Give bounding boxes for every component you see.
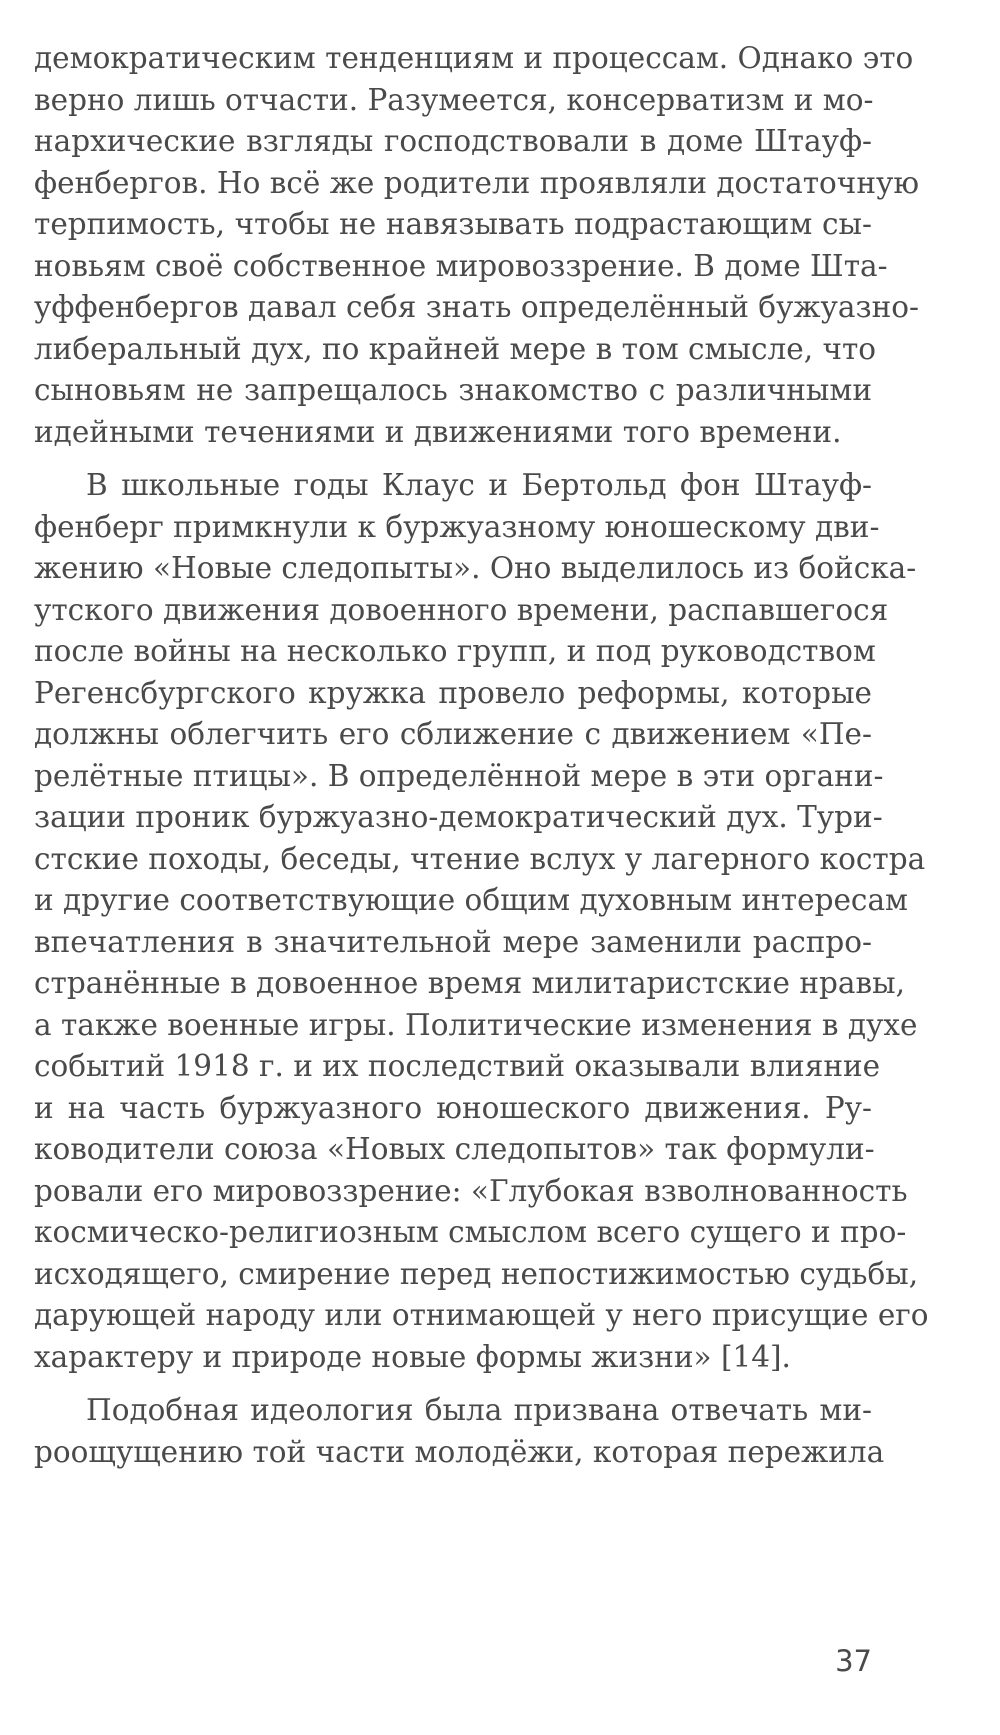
text-line: жению «Новые следопыты». Оно выделилось из бойска- bbox=[34, 551, 917, 585]
text-line: фенбергов. Но всё же родители проявляли достаточную bbox=[34, 165, 920, 200]
text-line: верно лишь отчасти. Разумеется, консерватизм и мо- bbox=[34, 82, 874, 117]
text-line: впечатления в значительной мере заменили распро- bbox=[34, 924, 872, 959]
text-line: событий 1918 г. и их последствий оказывали влияние bbox=[34, 1049, 881, 1083]
text-line: странённые в довоенное время милитаристские нравы, bbox=[34, 966, 905, 1000]
text-line: ководители союза «Новых следопытов» так формули- bbox=[34, 1132, 875, 1166]
text-line: стские походы, беседы, чтение вслух у лагерного костра bbox=[34, 841, 926, 876]
text-line: и другие соответствующие общим духовным интересам bbox=[34, 883, 908, 917]
text-line: Подобная идеология была призвана отвечать ми- bbox=[86, 1393, 872, 1427]
text-line: ровали его мировоззрение: «Глубокая взволнованность bbox=[34, 1173, 908, 1208]
text-line: идейными течениями и движениями того времени. bbox=[34, 414, 842, 449]
text-line: зации проник буржуазно-демократический дух. Тури- bbox=[34, 800, 883, 834]
paragraph-1 bbox=[34, 38, 920, 453]
text-line: утского движения довоенного времени, распавшегося bbox=[34, 592, 889, 627]
text-line: релётные птицы». В определённой мере в эти органи- bbox=[34, 758, 884, 793]
text-line: фенберг примкнули к буржуазному юношескому дви- bbox=[34, 509, 880, 544]
text-line: терпимость, чтобы не навязывать подрастающим сы- bbox=[34, 207, 872, 241]
paragraph-2 bbox=[34, 465, 929, 1378]
text-line: нархические взгляды господствовали в доме Штауф- bbox=[34, 124, 872, 158]
text-line: сыновьям не запрещалось знакомство с различными bbox=[34, 373, 872, 407]
page-number: 37 bbox=[835, 1644, 872, 1678]
text-line: после войны на несколько групп, и под руководством bbox=[34, 634, 876, 668]
text-line: характеру и природе новые формы жизни» [14]. bbox=[34, 1339, 791, 1374]
text-line: а также военные игры. Политические изменения в духе bbox=[34, 1007, 918, 1042]
text-line: либеральный дух, по крайней мере в том смысле, что bbox=[34, 331, 877, 366]
text-line: должны облегчить его сближение с движением «Пе- bbox=[34, 717, 872, 751]
text-line: роощущению той части молодёжи, которая пережила bbox=[34, 1434, 885, 1469]
text-line: В школьные годы Клаус и Бертольд фон Штауф- bbox=[86, 468, 872, 502]
text-line: и на часть буржуазного юношеского движения. Ру- bbox=[34, 1090, 872, 1125]
paragraph-3 bbox=[34, 1390, 885, 1473]
text-line: новьям своё собственное мировоззрение. В доме Шта- bbox=[34, 248, 888, 283]
page-body bbox=[34, 38, 929, 1473]
text-line: демократическим тенденциям и процессам. Однако это bbox=[34, 41, 914, 75]
text-line: Регенсбургского кружка провело реформы, которые bbox=[34, 675, 872, 710]
text-line: исходящего, смирение перед непостижимостью судьбы, bbox=[34, 1256, 919, 1291]
text-line: космическо-религиозным смыслом всего сущего и про- bbox=[34, 1215, 907, 1249]
text-line: дарующей народу или отнимающей у него присущие его bbox=[34, 1298, 929, 1332]
text-line: уффенбергов давал себя знать определённый бужуазно- bbox=[34, 290, 919, 324]
